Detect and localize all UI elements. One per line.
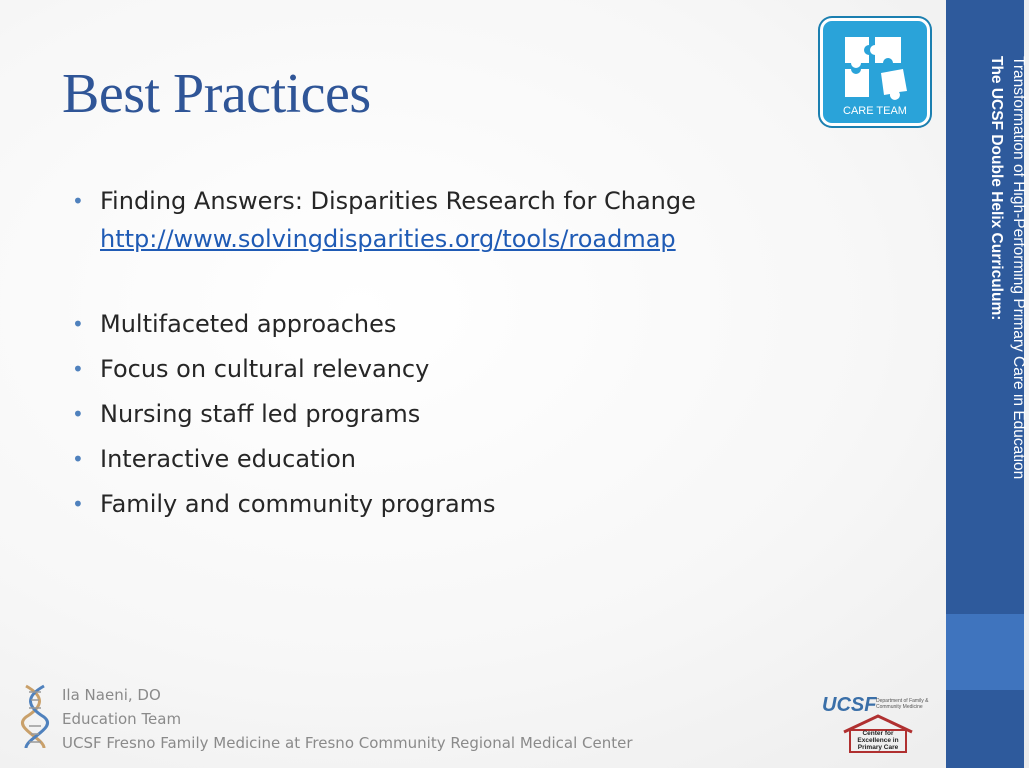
bullet-text: Nursing staff led programs bbox=[100, 400, 421, 428]
dept-label: Department of Family & Community Medicine bbox=[876, 698, 929, 710]
list-item bbox=[72, 347, 912, 392]
bullet-text: Multifaceted approaches bbox=[100, 310, 397, 338]
bullet-dot: • bbox=[72, 447, 84, 471]
list-spacer bbox=[72, 258, 912, 302]
list-item bbox=[72, 482, 912, 527]
bullet-dot: • bbox=[72, 402, 84, 426]
care-team-logo bbox=[820, 18, 930, 126]
roadmap-link[interactable]: http://www.solvingdisparities.org/tools/roadmap bbox=[100, 225, 676, 253]
bullet-list bbox=[72, 182, 912, 527]
footer-institution: UCSF Fresno Family Medicine at Fresno Community Regional Medical Center bbox=[62, 734, 633, 752]
puzzle-pieces-icon bbox=[841, 33, 911, 103]
sidebar-subtitle: Transformation of High-Performing Primary Care in Education bbox=[1010, 56, 1027, 480]
list-item bbox=[72, 182, 912, 258]
footer bbox=[62, 683, 633, 755]
list-item bbox=[72, 392, 912, 437]
sidebar-caption bbox=[985, 56, 1029, 479]
sidebar-accent-block bbox=[946, 614, 1024, 690]
bullet-text: Focus on cultural relevancy bbox=[100, 355, 430, 383]
ucsf-wordmark: UCSF bbox=[822, 694, 877, 716]
bullet-dot: • bbox=[72, 312, 84, 336]
bullet-dot: • bbox=[72, 492, 84, 516]
bullet-dot: • bbox=[72, 357, 84, 381]
sidebar-title: The UCSF Double Helix Curriculum: bbox=[988, 56, 1005, 321]
list-item bbox=[72, 437, 912, 482]
bullet-text: Finding Answers: Disparities Research for Change bbox=[100, 187, 696, 215]
list-item bbox=[72, 302, 912, 347]
bullet-text: Family and community programs bbox=[100, 490, 496, 518]
bullet-dot: • bbox=[72, 189, 84, 213]
ucsf-center-logo bbox=[818, 694, 934, 752]
footer-presenter: Ila Naeni, DO bbox=[62, 686, 161, 704]
center-label: Center for Excellence in Primary Care bbox=[857, 730, 899, 751]
care-team-label: CARE TEAM bbox=[843, 105, 907, 117]
dna-helix-icon bbox=[22, 684, 48, 750]
bullet-text: Interactive education bbox=[100, 445, 356, 473]
footer-team: Education Team bbox=[62, 710, 182, 728]
slide-title: Best Practices bbox=[62, 63, 371, 125]
